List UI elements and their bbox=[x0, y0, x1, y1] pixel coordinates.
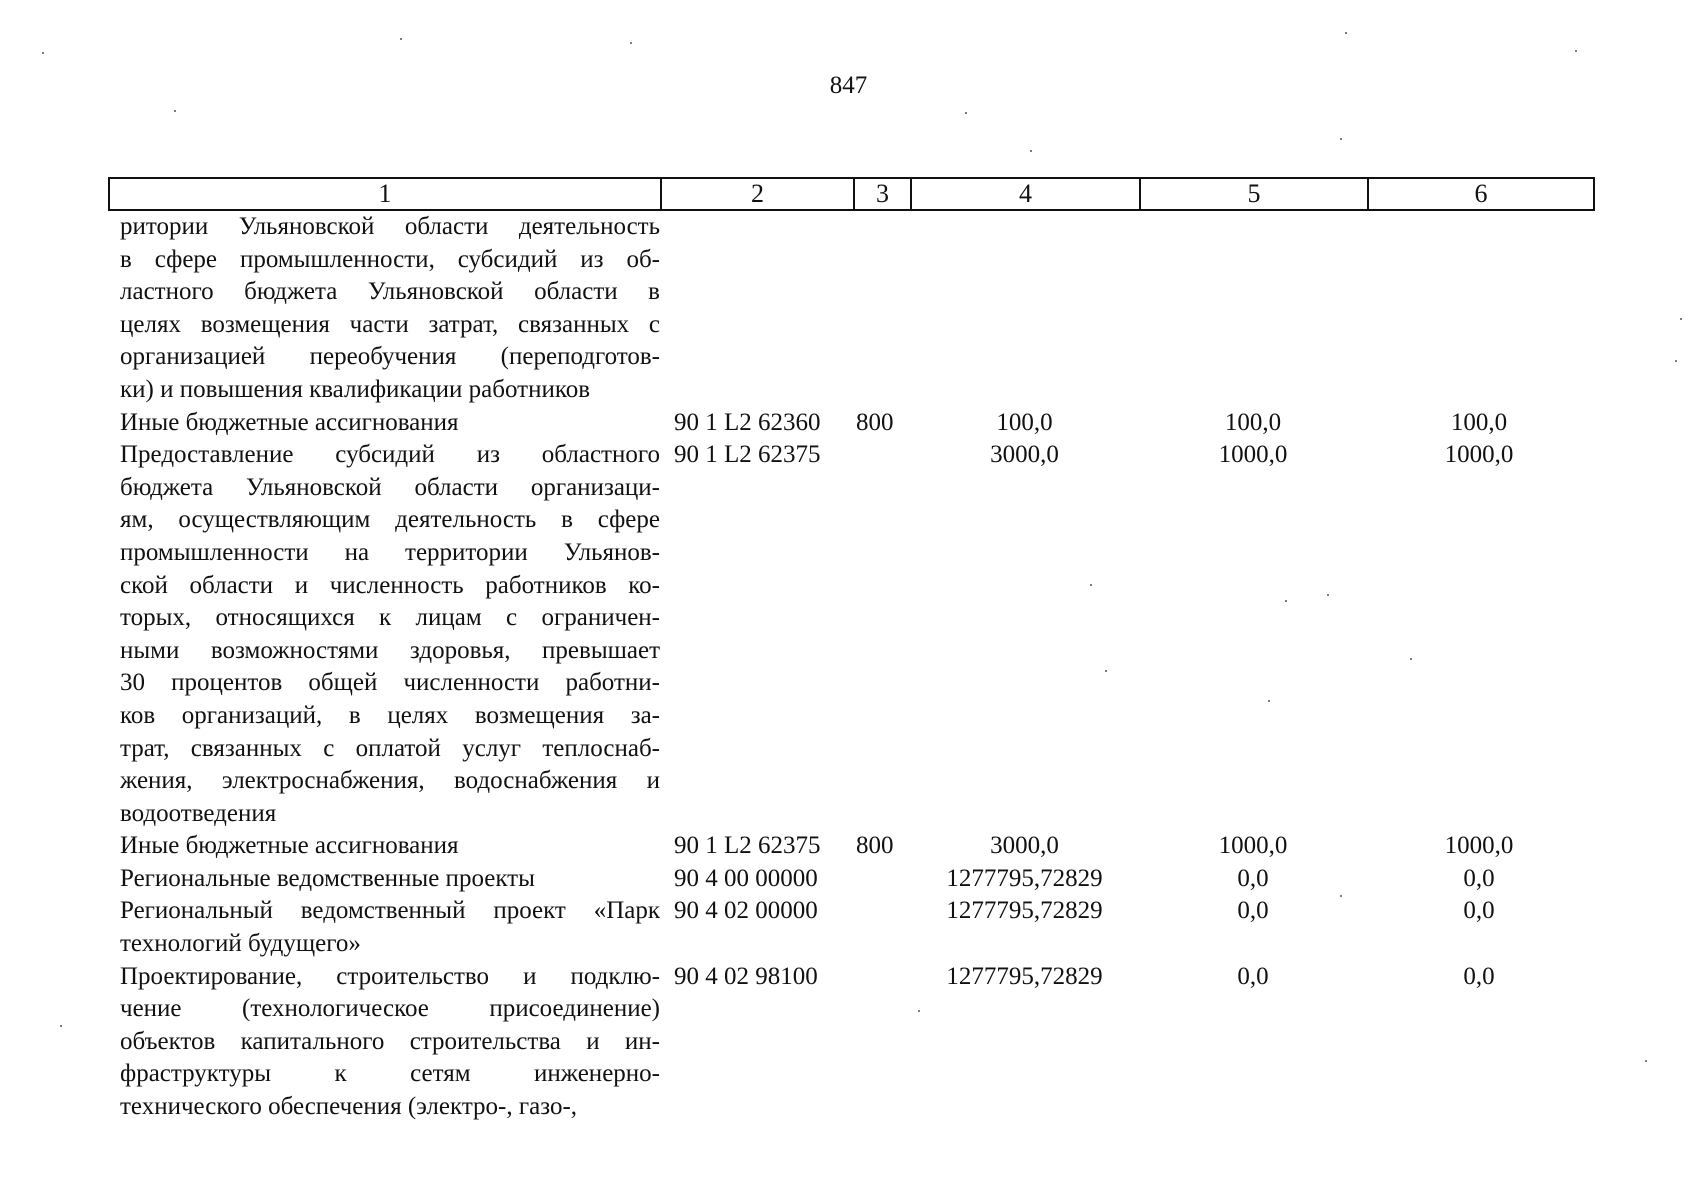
scan-speck bbox=[1340, 895, 1342, 897]
description-line: ластного бюджета Ульяновской области в bbox=[120, 278, 660, 306]
scan-speck bbox=[400, 38, 402, 40]
scan-speck bbox=[60, 1025, 62, 1027]
scan-speck bbox=[42, 52, 44, 54]
description-line: жения, электроснабжения, водоснабжения и bbox=[120, 767, 660, 795]
row-description bbox=[108, 407, 660, 440]
row-expense-kind bbox=[853, 961, 910, 1124]
row-code bbox=[660, 211, 853, 407]
row-value-col6: 0,0 bbox=[1463, 962, 1495, 990]
description-line: промышленности на территории Ульянов- bbox=[120, 538, 660, 566]
row-description bbox=[108, 439, 660, 830]
description-line: Проектирование, строительство и подклю- bbox=[120, 962, 660, 990]
table-row bbox=[108, 211, 1595, 407]
description-line: чение (технологическое присоединение) bbox=[120, 995, 660, 1023]
row-code: 90 1 L2 62375 bbox=[674, 441, 821, 469]
description-line: организацией переобучения (переподготов- bbox=[120, 343, 660, 371]
scan-speck bbox=[1680, 318, 1682, 320]
page-number: 847 bbox=[829, 72, 868, 99]
row-value-col5: 1000,0 bbox=[1218, 441, 1288, 469]
table-row bbox=[108, 407, 1595, 440]
row-description bbox=[108, 961, 660, 1124]
scan-speck bbox=[965, 112, 967, 114]
table-row bbox=[108, 863, 1595, 896]
scan-speck bbox=[1105, 670, 1107, 672]
row-expense-kind bbox=[853, 439, 910, 830]
description-line: объектов капитального строительства и ин- bbox=[120, 1027, 660, 1055]
description-line: ритории Ульяновской области деятельность bbox=[120, 213, 660, 240]
row-value-col4: 100,0 bbox=[996, 408, 1053, 436]
header-col-4: 4 bbox=[912, 179, 1141, 209]
description-line: ными возможностями здоровья, превышает bbox=[120, 636, 660, 664]
table-row bbox=[108, 830, 1595, 863]
row-value-col5: 1000,0 bbox=[1218, 832, 1288, 860]
description-line: ков организаций, в целях возмещения за- bbox=[120, 701, 660, 729]
row-value-col4: 1277795,72829 bbox=[946, 962, 1103, 990]
row-value-col5: 100,0 bbox=[1224, 408, 1282, 436]
row-code: 90 1 L2 62360 bbox=[674, 408, 821, 436]
table-row bbox=[108, 961, 1595, 1124]
description-line: фраструктуры к сетям инженерно- bbox=[120, 1060, 660, 1088]
description-line: Региональный ведомственный проект «Парк bbox=[120, 897, 660, 925]
scan-speck bbox=[1645, 1060, 1647, 1062]
description-line: технологий будущего» bbox=[120, 930, 361, 958]
table-row bbox=[108, 895, 1595, 960]
row-value-col6: 100,0 bbox=[1450, 408, 1508, 436]
description-line: ской области и численность работников ко- bbox=[120, 571, 660, 599]
row-value-col6: 0,0 bbox=[1463, 864, 1495, 892]
scan-speck bbox=[1575, 50, 1577, 52]
row-expense-kind: 800 bbox=[856, 408, 894, 436]
row-expense-kind bbox=[853, 211, 910, 407]
row-value-col6: 0,0 bbox=[1463, 897, 1495, 925]
description-line: Предоставление субсидий из областного bbox=[120, 441, 660, 469]
description-line: Иные бюджетные ассигнования bbox=[120, 832, 459, 860]
row-description bbox=[108, 211, 660, 407]
table-body bbox=[108, 211, 1595, 1124]
row-value-col4: 1277795,72829 bbox=[946, 864, 1103, 892]
row-description bbox=[108, 895, 660, 960]
scan-speck bbox=[1268, 700, 1270, 702]
scan-speck bbox=[174, 110, 176, 112]
row-value-col6: 1000,0 bbox=[1444, 832, 1514, 860]
row-expense-kind bbox=[853, 863, 910, 896]
scan-speck bbox=[1285, 600, 1287, 602]
row-code: 90 4 02 00000 bbox=[674, 897, 818, 925]
row-value-col4: 3000,0 bbox=[990, 441, 1059, 469]
row-value-col6: 1000,0 bbox=[1444, 441, 1514, 469]
description-line: Региональные ведомственные проекты bbox=[120, 864, 535, 892]
row-value-col5: 0,0 bbox=[1237, 962, 1269, 990]
description-line: ям, осуществляющим деятельность в сфере bbox=[120, 506, 660, 534]
description-line: 30 процентов общей численности работни- bbox=[120, 669, 660, 697]
scan-speck bbox=[1340, 138, 1342, 140]
row-code: 90 1 L2 62375 bbox=[674, 832, 821, 860]
scan-speck bbox=[1410, 658, 1412, 660]
scan-speck bbox=[1675, 360, 1677, 362]
description-line: ки) и повышения квалификации работников bbox=[120, 375, 591, 403]
header-col-2: 2 bbox=[662, 179, 855, 209]
scan-speck bbox=[918, 1010, 920, 1012]
header-col-3: 3 bbox=[855, 179, 912, 209]
description-line: целях возмещения части затрат, связанных с bbox=[120, 310, 660, 338]
description-line: технического обеспечения (электро-, газо-, bbox=[120, 1093, 578, 1121]
row-value-col5: 0,0 bbox=[1237, 897, 1269, 925]
description-line: в сфере промышленности, субсидий из об- bbox=[120, 245, 660, 273]
row-expense-kind: 800 bbox=[856, 832, 894, 860]
row-value-col4: 1277795,72829 bbox=[946, 897, 1103, 925]
scan-speck bbox=[630, 42, 632, 44]
description-line: Иные бюджетные ассигнования bbox=[120, 408, 459, 436]
description-line: бюджета Ульяновской области организаци- bbox=[120, 473, 660, 501]
scan-speck bbox=[1090, 584, 1092, 586]
row-description bbox=[108, 863, 660, 896]
row-code: 90 4 00 00000 bbox=[674, 864, 818, 892]
scan-speck bbox=[1030, 150, 1032, 152]
row-value-col4: 3000,0 bbox=[990, 832, 1059, 860]
table-header bbox=[108, 177, 1595, 211]
row-value-col4 bbox=[910, 211, 1139, 407]
row-code: 90 4 02 98100 bbox=[674, 962, 818, 990]
row-description bbox=[108, 830, 660, 863]
row-value-col5: 0,0 bbox=[1237, 864, 1269, 892]
header-col-1: 1 bbox=[110, 179, 662, 209]
row-value-col5 bbox=[1139, 211, 1367, 407]
header-col-6: 6 bbox=[1474, 179, 1488, 208]
header-col-5: 5 bbox=[1141, 179, 1369, 209]
description-line: водоотведения bbox=[120, 799, 277, 827]
scan-speck bbox=[1327, 594, 1329, 596]
description-line: торых, относящихся к лицам с ограничен- bbox=[120, 604, 660, 632]
scan-speck bbox=[1345, 32, 1347, 34]
description-line: трат, связанных с оплатой услуг теплоснаб- bbox=[120, 734, 660, 762]
table-row bbox=[108, 439, 1595, 830]
row-value-col6 bbox=[1367, 211, 1591, 407]
row-expense-kind bbox=[853, 895, 910, 960]
